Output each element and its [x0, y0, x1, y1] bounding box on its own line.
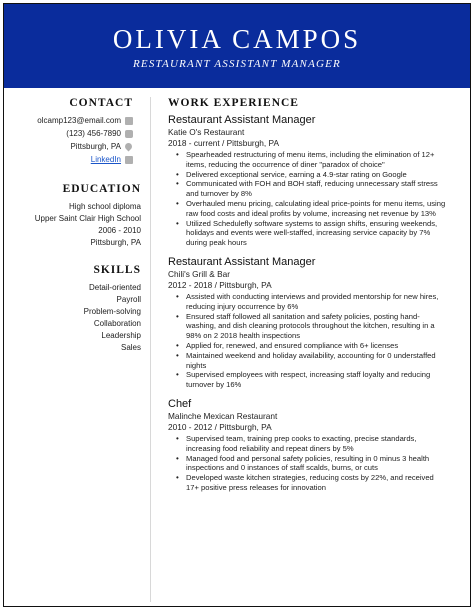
- job-bullet: • Supervised employees with respect, increasing staff loyalty and reducing turnover by 16%: [168, 370, 448, 390]
- envelope-icon: [125, 117, 133, 125]
- job-title: Restaurant Assistant Manager: [168, 255, 316, 268]
- contact-email: olcamp123@email.com: [37, 116, 121, 125]
- job-bullet: • Assisted with conducting interviews and provided mentorship for new hires, reducing injury occurrence by 6%: [168, 292, 448, 312]
- contact-phone: (123) 456-7890: [66, 129, 121, 138]
- location-pin-icon: [124, 142, 134, 152]
- job-bullet: • Managed food and personal safety policies, resulting in 0 minus 3 health inspections and 0 instances of staff scalds, burns, or cuts: [168, 454, 448, 474]
- job-bullet: • Supervised team, training prep cooks to exacting, precise standards, increasing food reliability and repeat diners by 5%: [168, 434, 448, 454]
- skill-item: Detail-oriented: [88, 283, 141, 292]
- job-bullet: • Spearheaded restructuring of menu items, including the elimination of 12+ items, reducing the occurrence of diner "paradox of choice": [168, 150, 448, 170]
- job-title: Restaurant Assistant Manager: [168, 114, 316, 126]
- education-dates: 2006 - 2010: [98, 226, 141, 235]
- contact-section: [4, 97, 142, 166]
- skills-title: SKILLS: [93, 264, 141, 276]
- skill-item: Leadership: [101, 331, 141, 340]
- resume-page: [3, 3, 471, 607]
- skill-item: Collaboration: [93, 319, 141, 328]
- contact-location: Pittsburgh, PA: [70, 142, 121, 151]
- phone-icon: [125, 130, 133, 138]
- job-meta: 2018 - current / Pittsburgh, PA: [168, 138, 279, 148]
- job-meta: 2010 - 2012 / Pittsburgh, PA: [168, 421, 272, 432]
- job-company: Chili's Grill & Bar: [168, 268, 230, 279]
- linkedin-icon: [125, 156, 133, 164]
- job-bullet: • Communicated with FOH and BOH staff, reducing unnecessary staff stress and turnover by 8%: [168, 179, 448, 199]
- job-meta: 2012 - 2018 / Pittsburgh, PA: [168, 279, 272, 290]
- job-bullets: [168, 434, 448, 493]
- job-bullet: • Applied for, renewed, and ensured compliance with 6+ licenses: [168, 341, 448, 351]
- contact-phone-row: [4, 127, 133, 140]
- job-entry: [168, 398, 448, 493]
- work-title: WORK EXPERIENCE: [168, 97, 299, 109]
- job-bullet: • Ensured staff followed all sanitation and safety policies, posting hand-washing, and dish cleaning protocols throughout the kitchen, resulting in a 98% on 2 2018 health inspections: [168, 312, 448, 341]
- job-entry: [168, 256, 448, 390]
- resume-header: [4, 4, 470, 88]
- job-bullet: • Delivered exceptional service, earning a 4.9-star rating on Google: [168, 170, 448, 180]
- education-title: EDUCATION: [62, 183, 141, 195]
- education-degree: High school diploma: [68, 202, 141, 211]
- candidate-role: RESTAURANT ASSISTANT MANAGER: [133, 58, 341, 70]
- contact-location-row: [4, 140, 133, 153]
- job-company: Malinche Mexican Restaurant: [168, 410, 278, 421]
- education-school: Upper Saint Clair High School: [34, 214, 141, 223]
- job-bullet: • Developed waste kitchen strategies, reducing costs by 22%, and received 17+ positive press releases for innovation: [168, 473, 448, 493]
- job-bullet: • Overhauled menu pricing, calculating ideal price-points for menu items, using raw food costs and ideal profits by volume, increasing net revenue by 13%: [168, 199, 448, 219]
- left-column: [4, 97, 142, 354]
- education-location: Pittsburgh, PA: [90, 238, 141, 247]
- job-bullets: [168, 150, 448, 248]
- skill-item: Problem-solving: [83, 307, 141, 316]
- skill-item: Sales: [120, 343, 141, 352]
- candidate-name: OLIVIA CAMPOS: [112, 24, 362, 54]
- linkedin-link[interactable]: LinkedIn: [90, 155, 121, 164]
- contact-linkedin-row[interactable]: [4, 153, 133, 166]
- column-divider: [150, 97, 151, 602]
- work-experience-section: [168, 97, 448, 501]
- contact-email-row: [4, 114, 133, 127]
- job-bullet: • Utilized Schedulefly software systems to assign shifts, ensuring weekends, holidays and events were well-staffed, increasing service capacity by 7% during peak hours: [168, 219, 448, 248]
- skill-item: Payroll: [116, 295, 141, 304]
- job-bullets: [168, 292, 448, 390]
- contact-title: CONTACT: [69, 97, 133, 109]
- job-bullet: • Maintained weekend and holiday availability, accounting for 0 understaffed nights: [168, 351, 448, 371]
- job-title: Chef: [168, 397, 192, 410]
- job-entry: [168, 114, 448, 248]
- job-company: Katie O's Restaurant: [168, 127, 245, 137]
- education-section: [4, 183, 142, 249]
- skills-section: [4, 264, 142, 354]
